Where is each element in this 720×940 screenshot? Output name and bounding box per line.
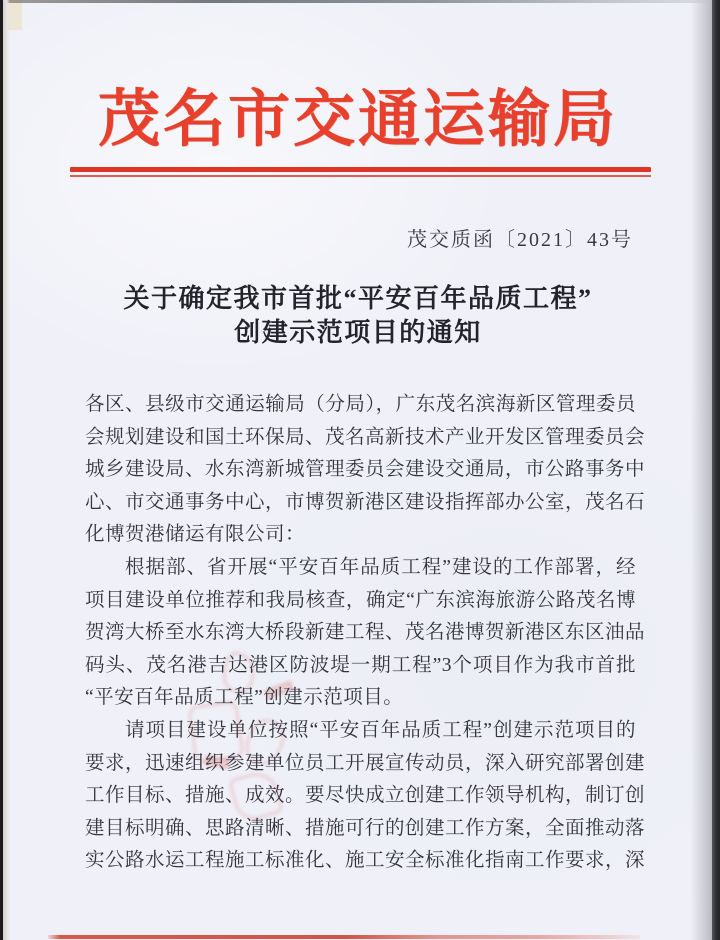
letterhead-separator-rule [70,167,651,177]
body-line: 实公路水运工程施工标准化、施工安全标准化指南工作要求，深 [85,850,646,872]
body-line: 码头、茂名港吉达港区防波堤一期工程”3个项目作为我市首批 [85,654,636,676]
separator-rule-thin-line [70,175,651,177]
document-reference-number: 茂交质函〔2021〕43号 [407,229,633,251]
body-line: 化博贺港储运有限公司： [85,524,306,546]
separator-rule-thick-line [70,167,651,172]
body-line: 要求，迅速组织参建单位员工开展宣传动员，深入研究部署创建 [85,752,646,774]
body-line: 建目标明确、思路清晰、措施可行的创建工作方案，全面推动落 [85,817,646,839]
scan-left-page-edge [2,0,10,940]
scan-left-border [0,0,3,940]
scan-top-edge [0,0,720,3]
body-line: 根据部、省开展“平安百年品质工程”建设的工作部署，经 [125,556,636,578]
scan-right-border [712,0,720,940]
next-page-red-rule [48,935,640,939]
body-line: 贺湾大桥至水东湾大桥段新建工程、茂名港博贺新港区东区油品 [85,622,646,644]
body-line: 工作目标、措施、成效。要尽快成立创建工作领导机构，制订创 [85,785,646,807]
agency-letterhead: 茂名市交通运输局 [97,86,618,154]
body-line: 请项目建设单位按照“平安百年品质工程”创建示范项目的 [125,719,636,741]
document-title-line2: 创建示范项目的通知 [234,318,482,347]
document-body [85,389,646,878]
body-line: “平安百年品质工程”创建示范项目。 [85,687,404,709]
document-title-line1: 关于确定我市首批“平安百年品质工程” [123,284,593,313]
body-line: 会规划建设和国土环保局、茂名高新技术产业开发区管理委员会 [85,426,646,448]
body-line: 城乡建设局、水东湾新城管理委员会建设交通局，市公路事务中 [85,459,646,481]
body-line: 各区、县级市交通运输局（分局），广东茂名滨海新区管理委员 [85,394,636,415]
document-title [10,282,706,350]
body-line: 项目建设单位推荐和我局核查，确定“广东滨海旅游公路茂名博 [85,589,636,611]
body-line: 心、市交通事务中心，市博贺新港区建设指挥部办公室，茂名石 [85,491,646,513]
